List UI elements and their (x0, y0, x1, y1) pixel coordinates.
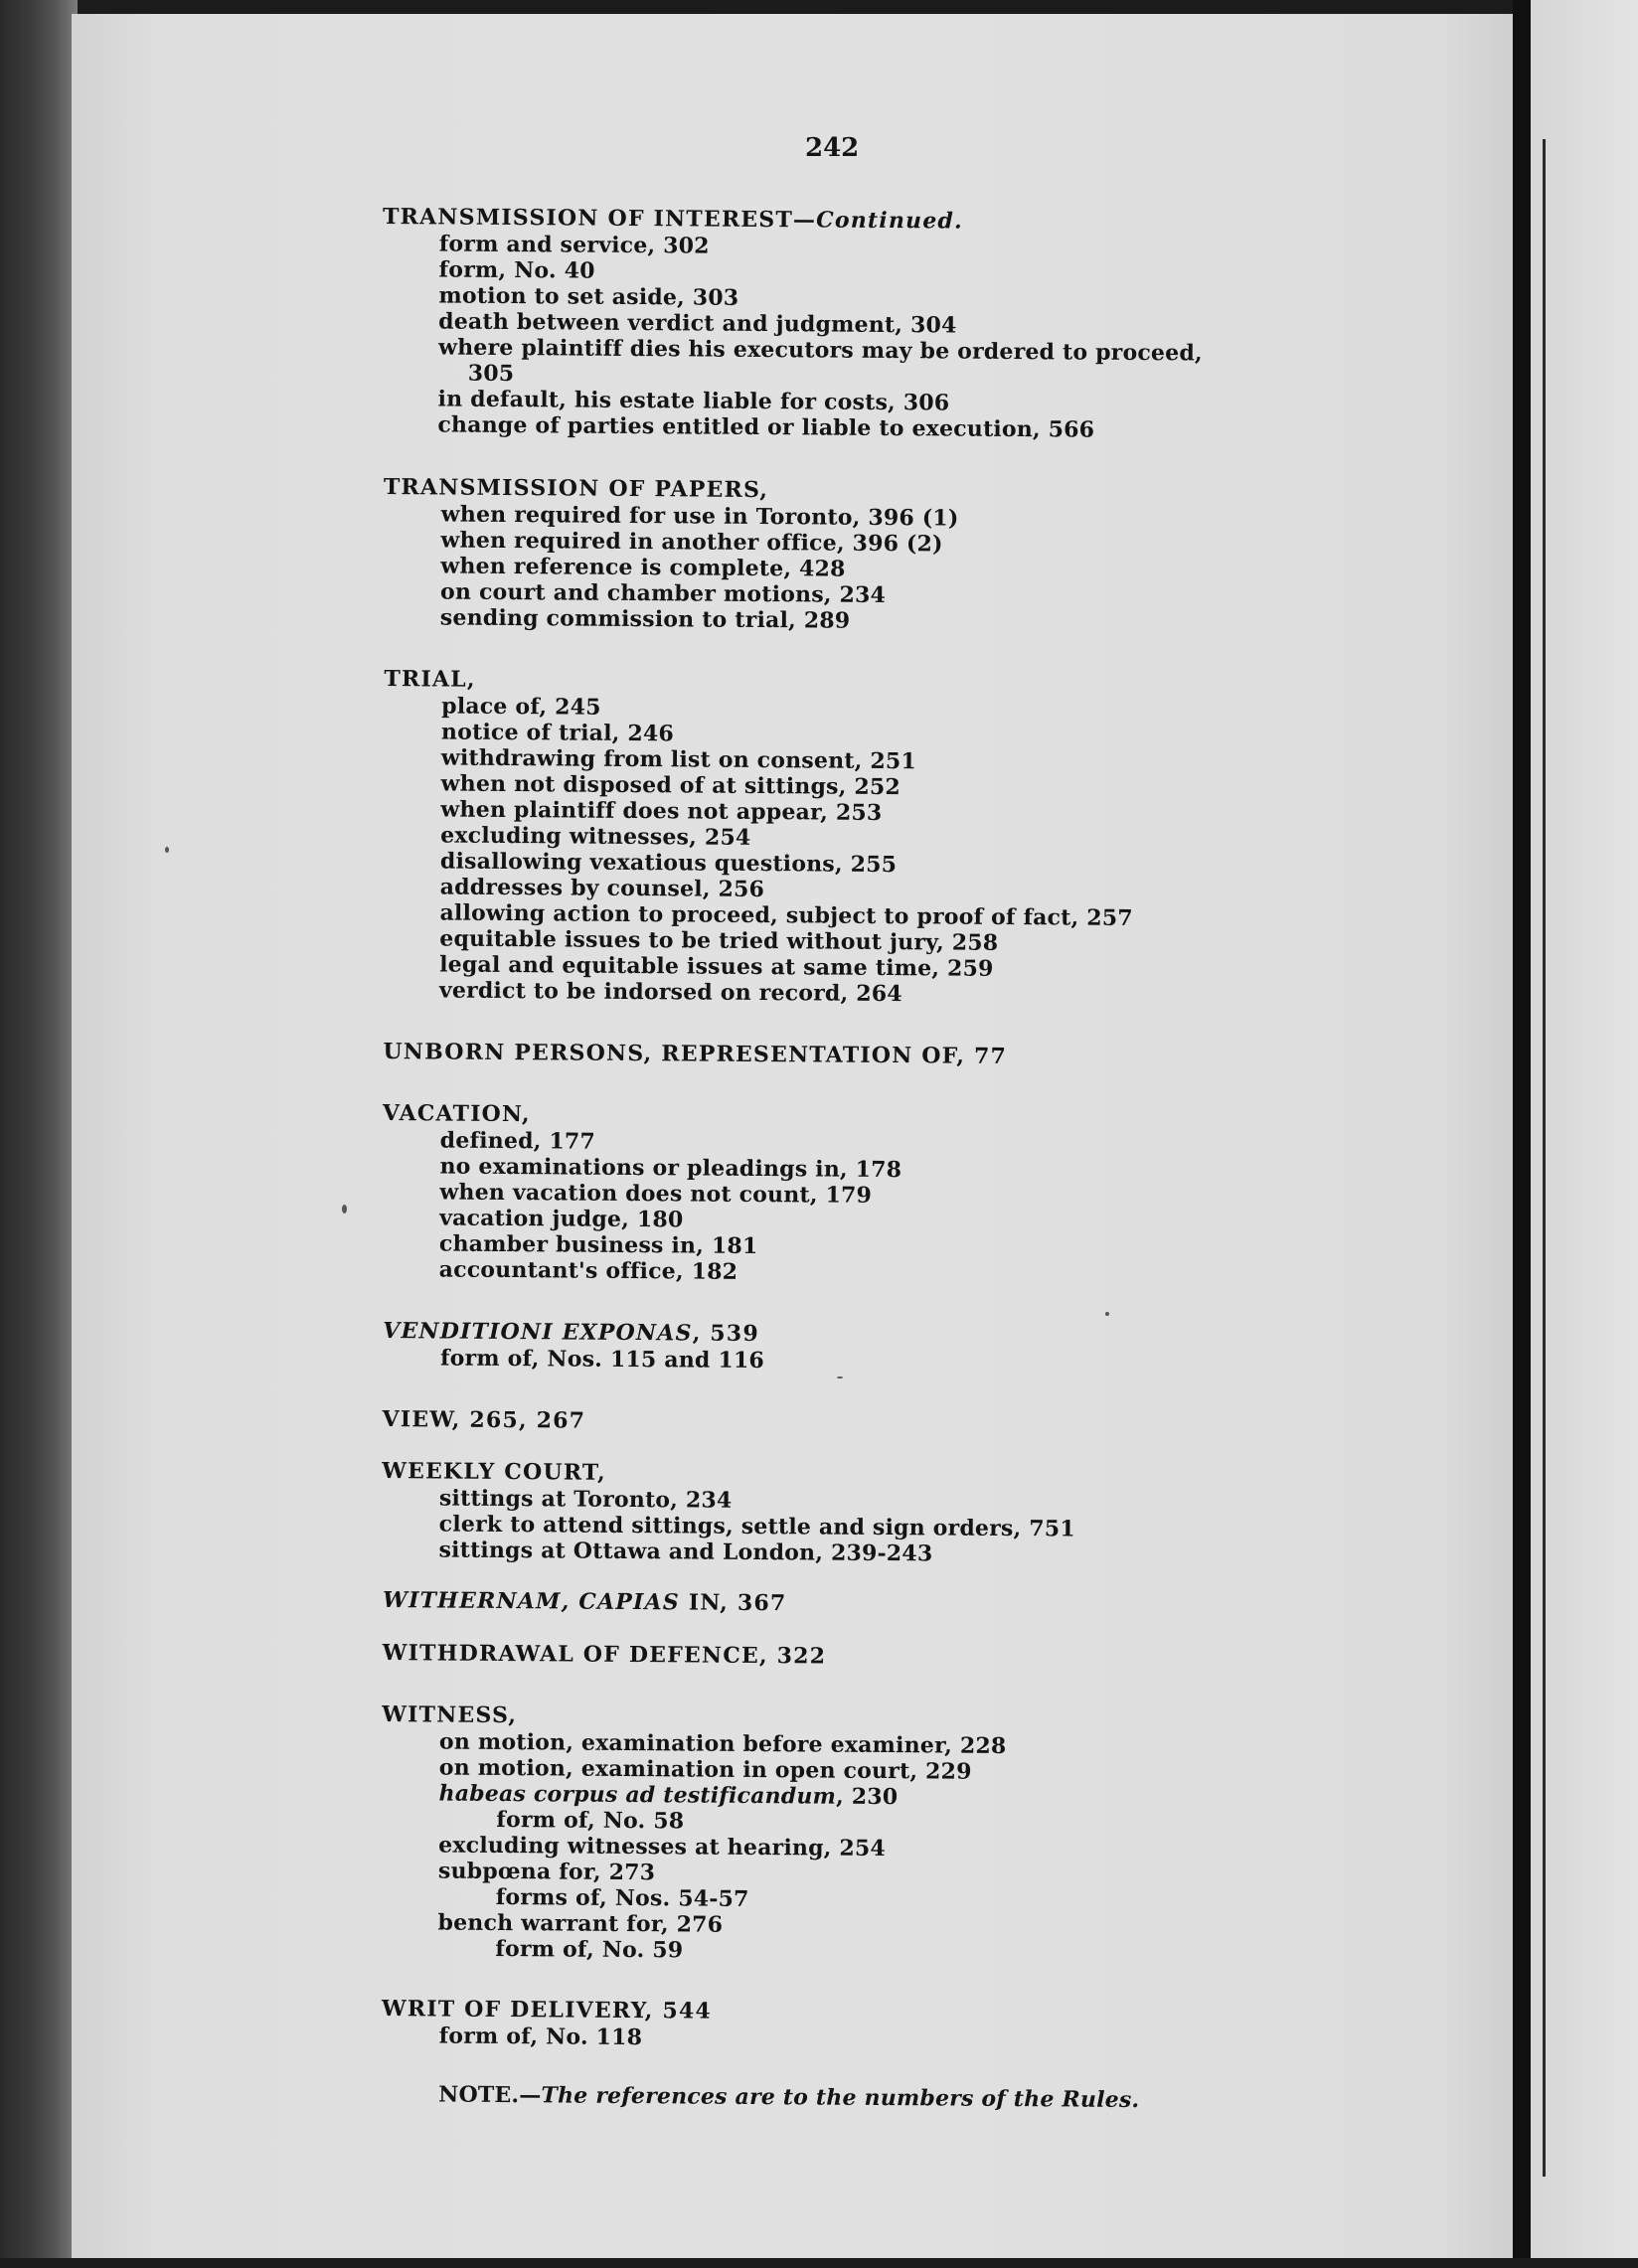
subentry: place of, 245 (441, 693, 601, 721)
subentry: verdict to be indorsed on record, 264 (438, 977, 902, 1008)
subentry: where plaintiff dies his executors may be ordered to proceed, (437, 334, 1203, 367)
subentry: sending commission to trial, 289 (439, 604, 851, 634)
subentry: subpœna for, 273 (437, 1858, 656, 1886)
subentry: sittings at Toronto, 234 (438, 1485, 733, 1514)
subentry: form and service, 302 (438, 231, 710, 259)
subentry-continuation: 305 (467, 360, 515, 388)
entry-heading: TRANSMISSION OF INTEREST—Continued. (382, 204, 964, 235)
entry-heading: TRIAL, (384, 666, 476, 693)
sub-subentry: forms of, Nos. 54-57 (495, 1883, 749, 1912)
subentry: legal and equitable issues at same time, 259 (439, 951, 994, 982)
entry-heading: TRANSMISSION OF PAPERS, (383, 474, 769, 504)
entry-heading: UNBORN PERSONS, REPRESENTATION OF, 77 (383, 1039, 1008, 1069)
footnote: NOTE.—The references are to the numbers of the Rules. (438, 2081, 1140, 2114)
subentry: when required in another office, 396 (2) (440, 527, 943, 558)
sub-subentry: form of, No. 59 (495, 1935, 684, 1964)
subentry: on court and chamber motions, 234 (439, 578, 887, 608)
subentry: when plaintiff does not appear, 253 (440, 796, 883, 826)
entry-heading: WITHDRAWAL OF DEFENCE, 322 (382, 1640, 827, 1670)
entry-heading: WRIT OF DELIVERY, 544 (381, 1996, 713, 2025)
entry-heading: WITNESS, (382, 1701, 518, 1729)
subentry: vacation judge, 180 (439, 1205, 684, 1233)
subentry: in default, his estate liable for costs, 306 (437, 386, 950, 416)
scan-speck (342, 1205, 347, 1214)
subentry: form of, Nos. 115 and 116 (439, 1345, 765, 1375)
subentry: bench warrant for, 276 (437, 1909, 724, 1938)
subentry: when reference is complete, 428 (440, 553, 846, 582)
subentry: on motion, examination in open court, 229 (438, 1754, 972, 1785)
scan-speck (1105, 1312, 1109, 1316)
subentry: disallowing vexatious questions, 255 (439, 848, 898, 879)
entry-heading: WEEKLY COURT, (382, 1458, 606, 1486)
subentry: on motion, examination before examiner, 228 (438, 1728, 1007, 1759)
subentry: change of parties entitled or liable to execution, 566 (437, 411, 1095, 443)
subentry: notice of trial, 246 (440, 719, 675, 747)
subentry: withdrawing from list on consent, 251 (440, 744, 917, 775)
subentry: no examinations or pleadings in, 178 (439, 1153, 902, 1184)
scan-speck (837, 1377, 843, 1378)
subentry: addresses by counsel, 256 (439, 874, 765, 903)
subentry: form of, No. 118 (438, 2023, 643, 2051)
subentry: defined, 177 (439, 1127, 596, 1155)
subentry: when vacation does not count, 179 (439, 1179, 873, 1209)
subentry: when not disposed of at sittings, 252 (440, 770, 901, 801)
page-number: 242 (805, 133, 860, 163)
subentry: motion to set aside, 303 (438, 282, 739, 311)
subentry: excluding witnesses, 254 (440, 822, 751, 851)
entry-heading: VIEW, 265, 267 (382, 1406, 586, 1434)
entry-heading: VENDITIONI EXPONAS, 539 (383, 1318, 759, 1348)
subentry: when required for use in Toronto, 396 (1) (440, 501, 959, 532)
entry-heading: VACATION, (382, 1100, 531, 1128)
subentry: allowing action to proceed, subject to proof of fact, 257 (439, 899, 1133, 931)
subentry: accountant's office, 182 (438, 1256, 738, 1285)
subentry: equitable issues to be tried without jury, 258 (439, 925, 999, 956)
entry-heading: WITHERNAM, CAPIAS IN, 367 (382, 1587, 787, 1617)
subentry: form, No. 40 (438, 256, 595, 284)
subentry: chamber business in, 181 (438, 1230, 758, 1259)
subentry: death between verdict and judgment, 304 (438, 308, 957, 339)
subentry: excluding witnesses at hearing, 254 (438, 1832, 887, 1863)
subentry: habeas corpus ad testificandum, 230 (438, 1780, 899, 1811)
scan-speck (165, 847, 169, 853)
sub-subentry: form of, No. 58 (496, 1806, 685, 1835)
subentry: clerk to attend sittings, settle and sign orders, 751 (438, 1511, 1075, 1542)
subentry: sittings at Ottawa and London, 239-243 (438, 1537, 933, 1567)
